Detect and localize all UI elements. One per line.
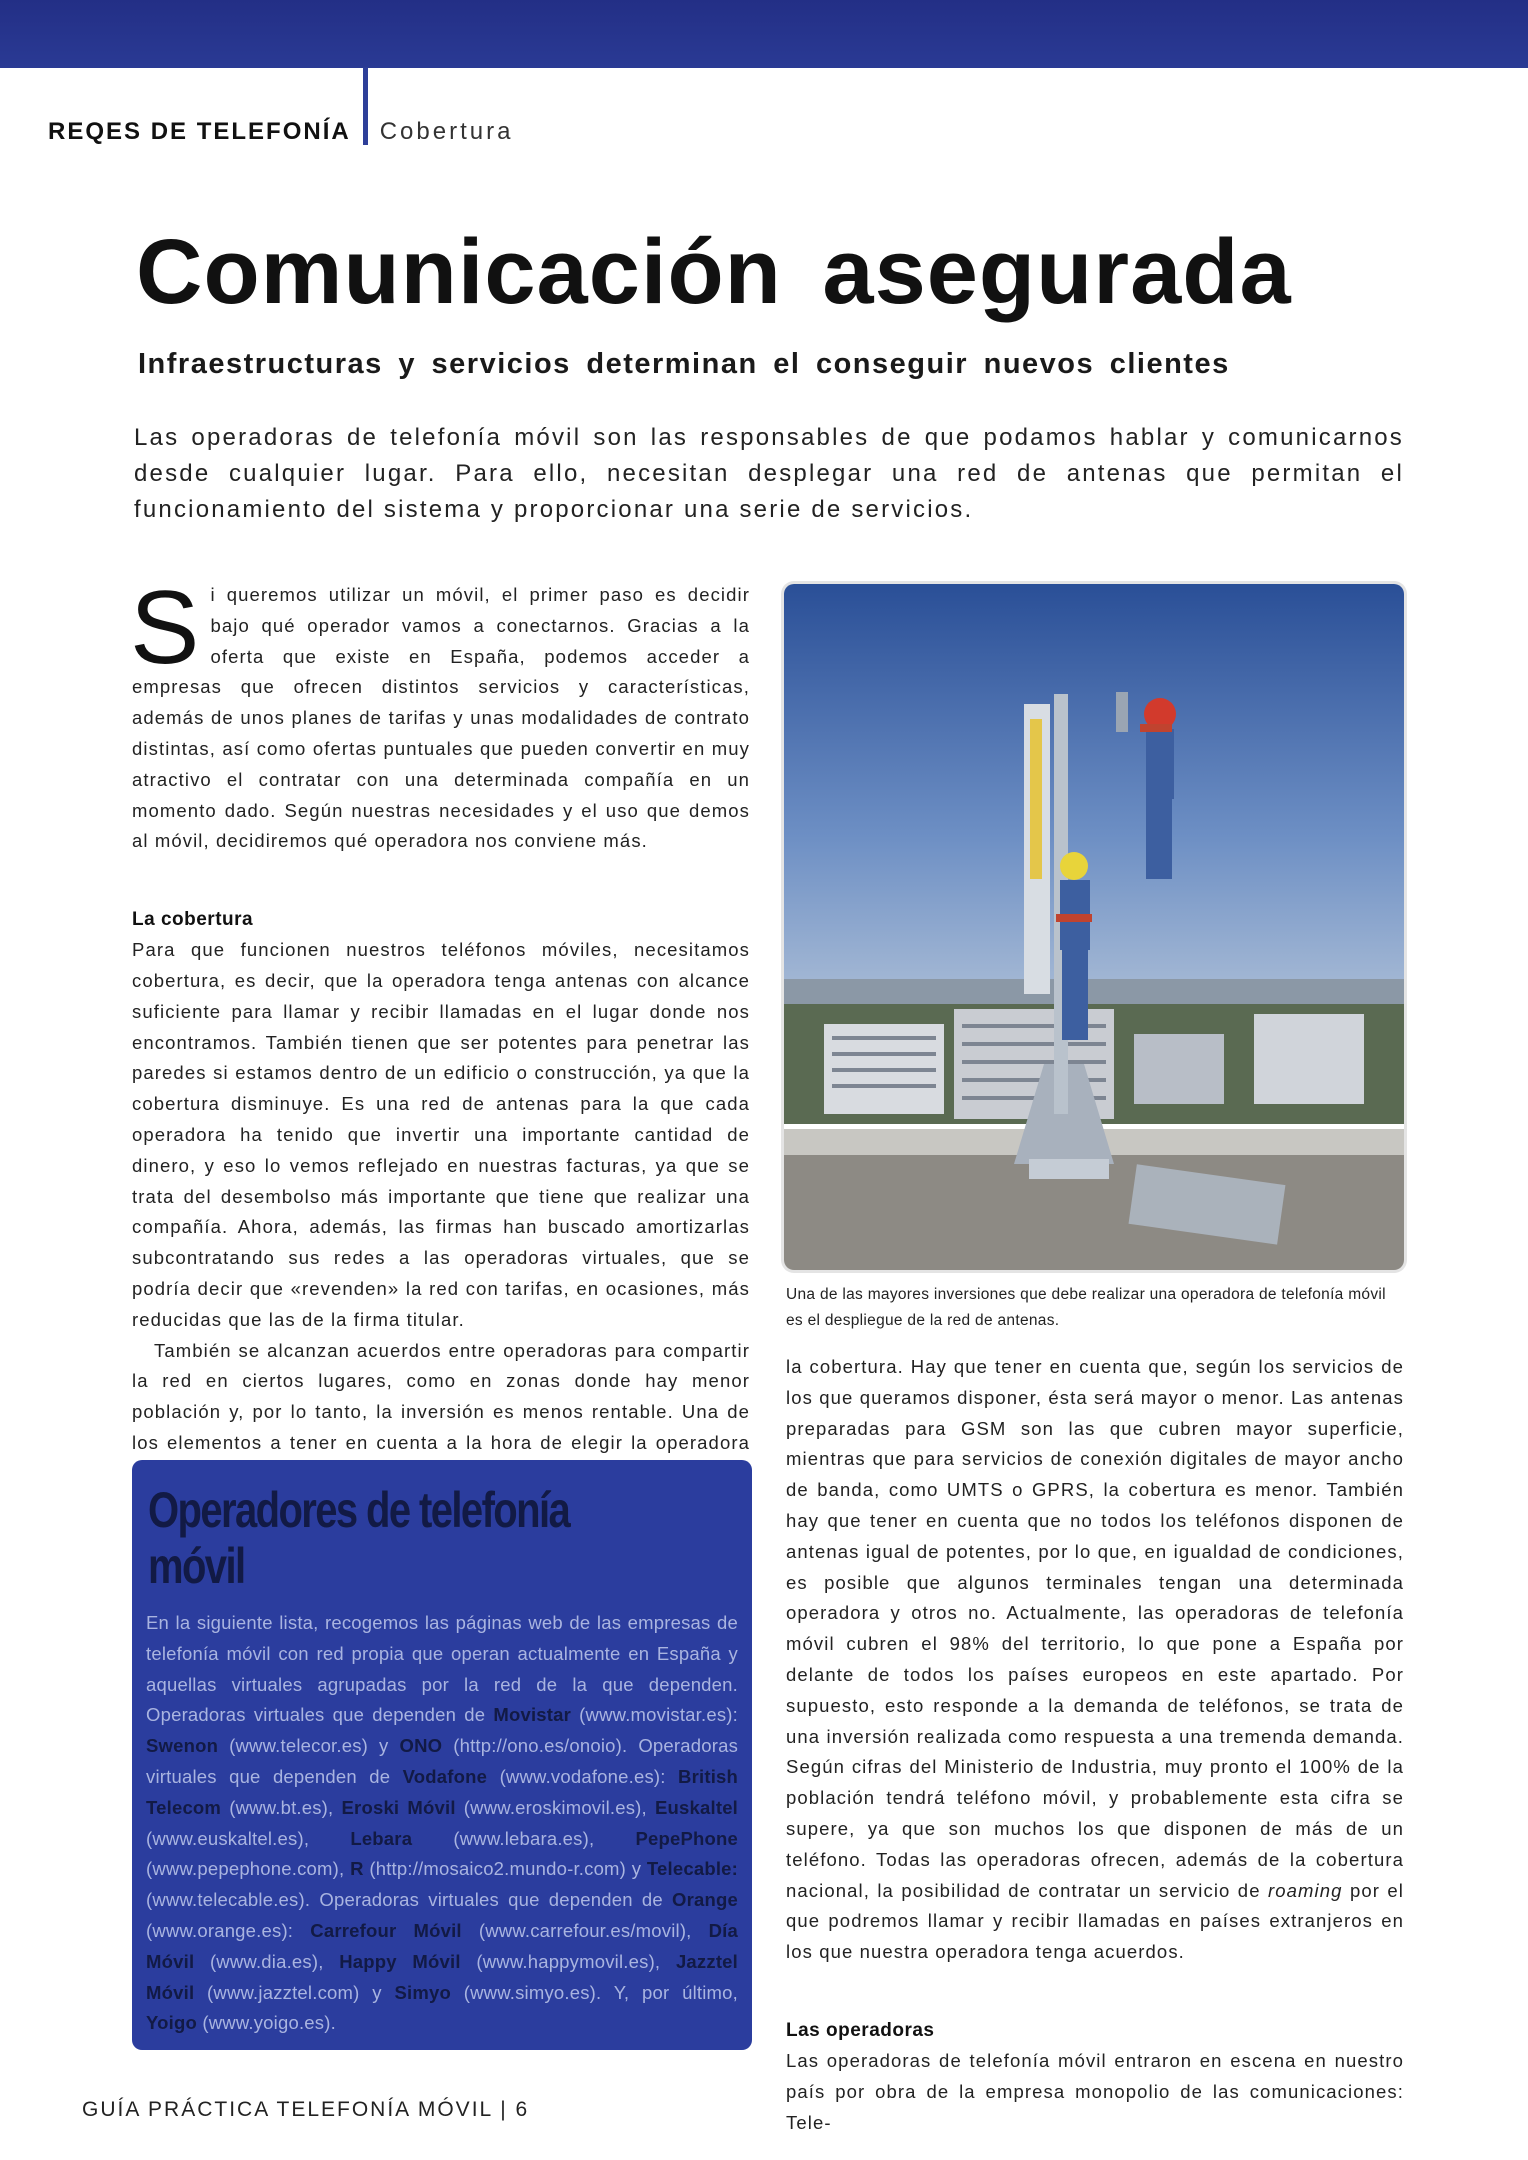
drop-cap: S <box>130 570 201 686</box>
intro-text: i queremos utilizar un móvil, el primer paso es decidir bajo qué operador vamos a conectarnos. Gracias a la oferta que existe en España, podemos acceder a empresas que ofrecen distintos servicios y características, además de unos planes de tarifas y unas modalidades de contrato distintas, así como ofertas puntuales que pueden convertir en muy atractivo el contratar con una determinada compañía en un momento dado. Según nuestras necesidades y el uso que demos al móvil, decidiremos qué operadora nos conviene más. <box>132 584 750 852</box>
url-yoigo: (www.yoigo.es). <box>202 2012 336 2034</box>
cobertura-paragraph-2: También se alcanzan acuerdos entre operadoras para compartir la red en ciertos lugares, como en zonas donde hay menor población y, por lo tanto, la inversión es menos rentable. Una de los elementos a tener en cuenta a la hora de elegir la operadora <box>132 1339 750 1453</box>
operadoras-paragraph: Las operadoras de telefonía móvil entraron en escena en nuestro país por obra de la empresa monopolio de las comunicaciones: Tele- <box>786 2049 1404 2133</box>
heading-operadoras: Las operadoras <box>786 2019 935 2041</box>
box-virt-movistar: Operadoras virtuales que dependen de <box>146 1704 486 1726</box>
photo-caption: Una de las mayores inversiones que debe realizar una operadora de telefonía móvil es el despliegue de la red de antenas. <box>786 1286 1386 1329</box>
url-ono: (http://ono.es/onoio). <box>453 1735 628 1757</box>
operator-yoigo: Yoigo <box>146 2012 198 2034</box>
operator-orange: Orange <box>672 1889 738 1911</box>
cobertura-p3-text-b: por el que podremos llamar y recibir llamadas en países extranjeros en los que nuestra operadora tenga acuerdos. <box>786 1879 1404 1963</box>
operator-telecable: Telecable: <box>646 1858 739 1880</box>
operator-lebara: Lebara <box>350 1827 413 1849</box>
url-simyo: (www.simyo.es). Y, por último, <box>463 1981 738 2003</box>
header-divider <box>363 67 368 145</box>
url-telecable: (www.telecable.es). <box>146 1889 311 1911</box>
left-column <box>130 570 750 1490</box>
url-r: (http://mosaico2.mundo-r.com) y <box>369 1858 642 1880</box>
url-orange: (www.orange.es): <box>146 1919 294 1941</box>
right-column <box>786 1352 1404 2138</box>
box-intro: En la siguiente lista, recogemos las páginas web de las empresas de telefonía móvil con red propia que operan actualmente en España y aquellas virtuales agrupadas por la red de la que dependen. <box>146 1612 738 1695</box>
operator-dia: Día Móvil <box>146 1919 739 1972</box>
operator-euskaltel: Euskaltel <box>654 1796 739 1818</box>
operator-ono: ONO <box>399 1735 443 1757</box>
url-lebara: (www.lebara.es), <box>453 1827 595 1849</box>
url-pepephone: (www.pepephone.com), <box>146 1858 345 1880</box>
antenna-technicians-illustration <box>784 584 1404 1270</box>
url-carrefour: (www.carrefour.es/movil), <box>478 1919 692 1941</box>
operator-movistar: Movistar <box>493 1704 572 1726</box>
article-title: Comunicación asegurada <box>136 221 1292 323</box>
url-vodafone: (www.vodafone.es): <box>499 1765 666 1787</box>
roaming-term: roaming <box>1268 1879 1343 1901</box>
url-euskaltel: (www.euskaltel.es), <box>146 1827 310 1849</box>
operator-r: R <box>350 1858 364 1880</box>
sidebar-box-text <box>146 1608 738 2039</box>
sidebar-box-title: Operadores de telefonía móvil <box>148 1482 570 1594</box>
operator-jazztel: Jazztel Móvil <box>146 1950 739 2003</box>
operator-bt: British Telecom <box>146 1765 739 1818</box>
top-color-band <box>0 0 1528 68</box>
section-label: REQES DE TELEFONÍA <box>48 118 351 145</box>
operator-vodafone: Vodafone <box>402 1765 488 1787</box>
page-footer: GUÍA PRÁCTICA TELEFONÍA MÓVIL | 6 <box>82 2098 530 2121</box>
lead-paragraph: Las operadoras de telefonía móvil son las responsables de que podamos hablar y comunicarnos desde cualquier lugar. Para ello, necesitan desplegar una red de antenas que permitan el funcionamiento del sistema y proporcionar una serie de servicios. <box>134 424 1404 523</box>
heading-cobertura: La cobertura <box>132 909 254 931</box>
url-happy: (www.happymovil.es), <box>476 1950 661 1972</box>
url-bt: (www.bt.es), <box>229 1796 334 1818</box>
url-dia: (www.dia.es), <box>209 1950 324 1972</box>
cobertura-paragraph-1: Para que funcionen nuestros teléfonos móviles, necesitamos cobertura, es decir, que la operadora tenga antenas con alcance suficiente para llamar y recibir llamadas en el lugar donde nos encontramos. También tienen que ser potentes para penetrar las paredes si estamos dentro de un edificio o construcción, ya que la cobertura disminuye. Es una red de antenas para la que cada operadora ha tenido que invertir una importante cantidad de dinero, y eso lo vemos reflejado en nuestras facturas, ya que se trata del desembolso más importante que tiene que realizar una compañía. Ahora, además, las firmas han buscado amortizarlas subcontratando sus redes a las operadoras virtuales, que se podría decir que «revenden» la red con tarifas, en ocasiones, más reducidas que las de la firma titular. <box>132 939 750 1330</box>
antenna-photo <box>784 584 1404 1270</box>
cobertura-p3-text-a: la cobertura. Hay que tener en cuenta que, según los servicios de los que queramos disponer, ésta será mayor o menor. Las antenas preparadas para GSM son las que cubren mayor superficie, mientras que para servicios de conexión digitales de mayor ancho de banda, como UMTS o GPRS, la cobertura es menor. También hay que tener en cuenta que no todos los teléfonos disponen de antenas igual de potentes, por lo que, en igualdad de condiciones, es posible que algunos terminales tengan una determinada operadora y otros no. Actualmente, las operadoras de telefonía móvil cubren el 98% del territorio, lo que pone a España por delante de todos los países europeos en este apartado. Por supuesto, esto responde a la demanda de teléfonos, se trata de una inversión realizada como respuesta a una tremenda demanda. Según cifras del Ministerio de Industria, muy pronto el 100% de la población tendrá teléfono móvil, y probablemente esta cifra se supere, ya que son muchos los que disponen de más de un teléfono. Todas las operadoras ofrecen, además de la cobertura nacional, la posibilidad de contratar un servicio de <box>786 1356 1404 1901</box>
url-eroski: (www.eroskimovil.es), <box>463 1796 647 1818</box>
operator-simyo: Simyo <box>394 1981 451 2003</box>
section-header <box>48 118 513 146</box>
topic-label: Cobertura <box>379 118 514 145</box>
operator-carrefour: Carrefour Móvil <box>310 1919 462 1941</box>
url-telecor: (www.telecor.es) y <box>229 1735 389 1757</box>
operator-happy: Happy Móvil <box>339 1950 461 1972</box>
operator-pepephone: PepePhone <box>635 1827 739 1849</box>
url-movistar: (www.movistar.es): <box>579 1704 738 1726</box>
operator-eroski: Eroski Móvil <box>341 1796 456 1818</box>
operator-telecor: Swenon <box>146 1735 219 1757</box>
cobertura-paragraph-3 <box>786 1352 1404 1968</box>
operators-sidebar-box <box>132 1460 752 2050</box>
box-virt-orange: Operadoras virtuales que dependen de <box>319 1889 663 1911</box>
box-virt-vodafone: Operadoras virtuales que dependen de <box>146 1735 739 1787</box>
url-jazztel: (www.jazztel.com) y <box>207 1981 382 2003</box>
intro-paragraph <box>130 570 750 857</box>
article-subtitle: Infraestructuras y servicios determinan el conseguir nuevos clientes <box>138 348 1230 380</box>
